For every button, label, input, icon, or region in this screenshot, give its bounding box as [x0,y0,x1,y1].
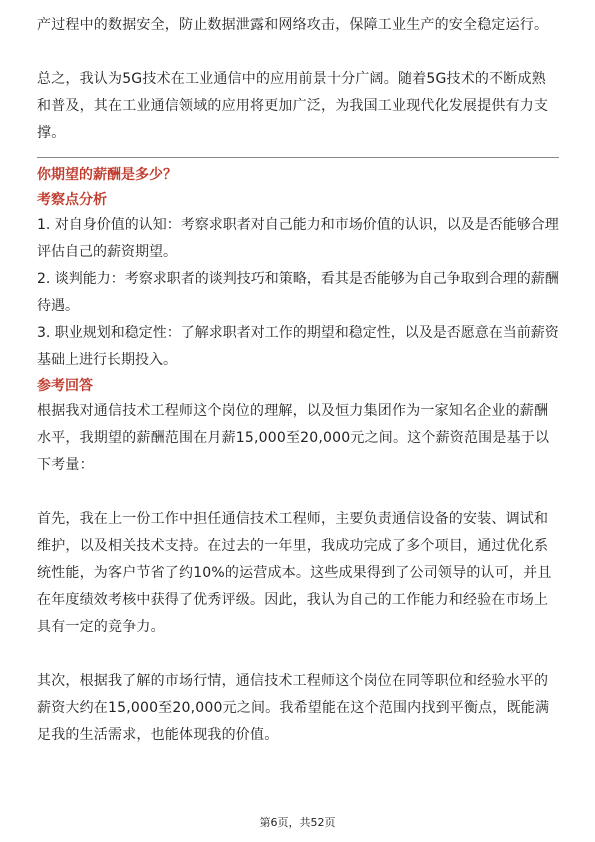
analysis-heading: 考察点分析 [37,192,107,208]
spacer [37,641,559,668]
analysis-item: 2. 谈判能力：考察求职者的谈判技巧和策略，看其是否能够为自己争取到合理的薪酬待遇。 [37,271,559,314]
intro-conclusion: 总之，我认为5G技术在工业通信中的应用前景十分广阔。随着5G技术的不断成熟和普及，其在工业通信领域的应用将更加广泛，为我国工业现代化发展提供有力支撑。 [37,71,549,141]
spacer [37,479,559,506]
answer-paragraph: 根据我对通信技术工程师这个岗位的理解，以及恒力集团作为一家知名企业的薪酬水平，我期望的薪酬范围在月薪15,000至20,000元之间。这个薪资范围是基于以下考量： [37,403,550,473]
section-divider [37,157,559,158]
answer-paragraph: 首先，我在上一份工作中担任通信技术工程师，主要负责通信设备的安装、调试和维护，以及相关技术支持。在过去的一年里，我成功完成了多个项目，通过优化系统性能，为客户节省了约10%的运营成本。这些成果得到了公司领导的认可，并且在年度绩效考核中获得了优秀评级。因此，我认为自己的工作能力和经验在市场上具有一定的竞争力。 [37,511,552,635]
document-page [37,12,559,749]
question-title: 你期望的薪酬是多少？ [37,167,177,183]
answer-heading: 参考回答 [37,378,93,394]
analysis-item: 1. 对自身价值的认知：考察求职者对自己能力和市场价值的认识，以及是否能够合理评估自己的薪资期望。 [37,217,559,260]
spacer [37,39,559,66]
page-number: 第6页，共52页 [259,816,336,829]
answer-paragraph: 其次，根据我了解的市场行情，通信技术工程师这个岗位在同等职位和经验水平的薪资大约在15,000至20,000元之间。我希望能在这个范围内找到平衡点，既能满足我的生活需求，也能体现我的价值。 [37,673,550,743]
analysis-item: 3. 职业规划和稳定性：了解求职者对工作的期望和稳定性，以及是否愿意在当前薪资基础上进行长期投入。 [37,325,559,368]
intro-continuation: 产过程中的数据安全，防止数据泄露和网络攻击，保障工业生产的安全稳定运行。 [37,17,549,33]
